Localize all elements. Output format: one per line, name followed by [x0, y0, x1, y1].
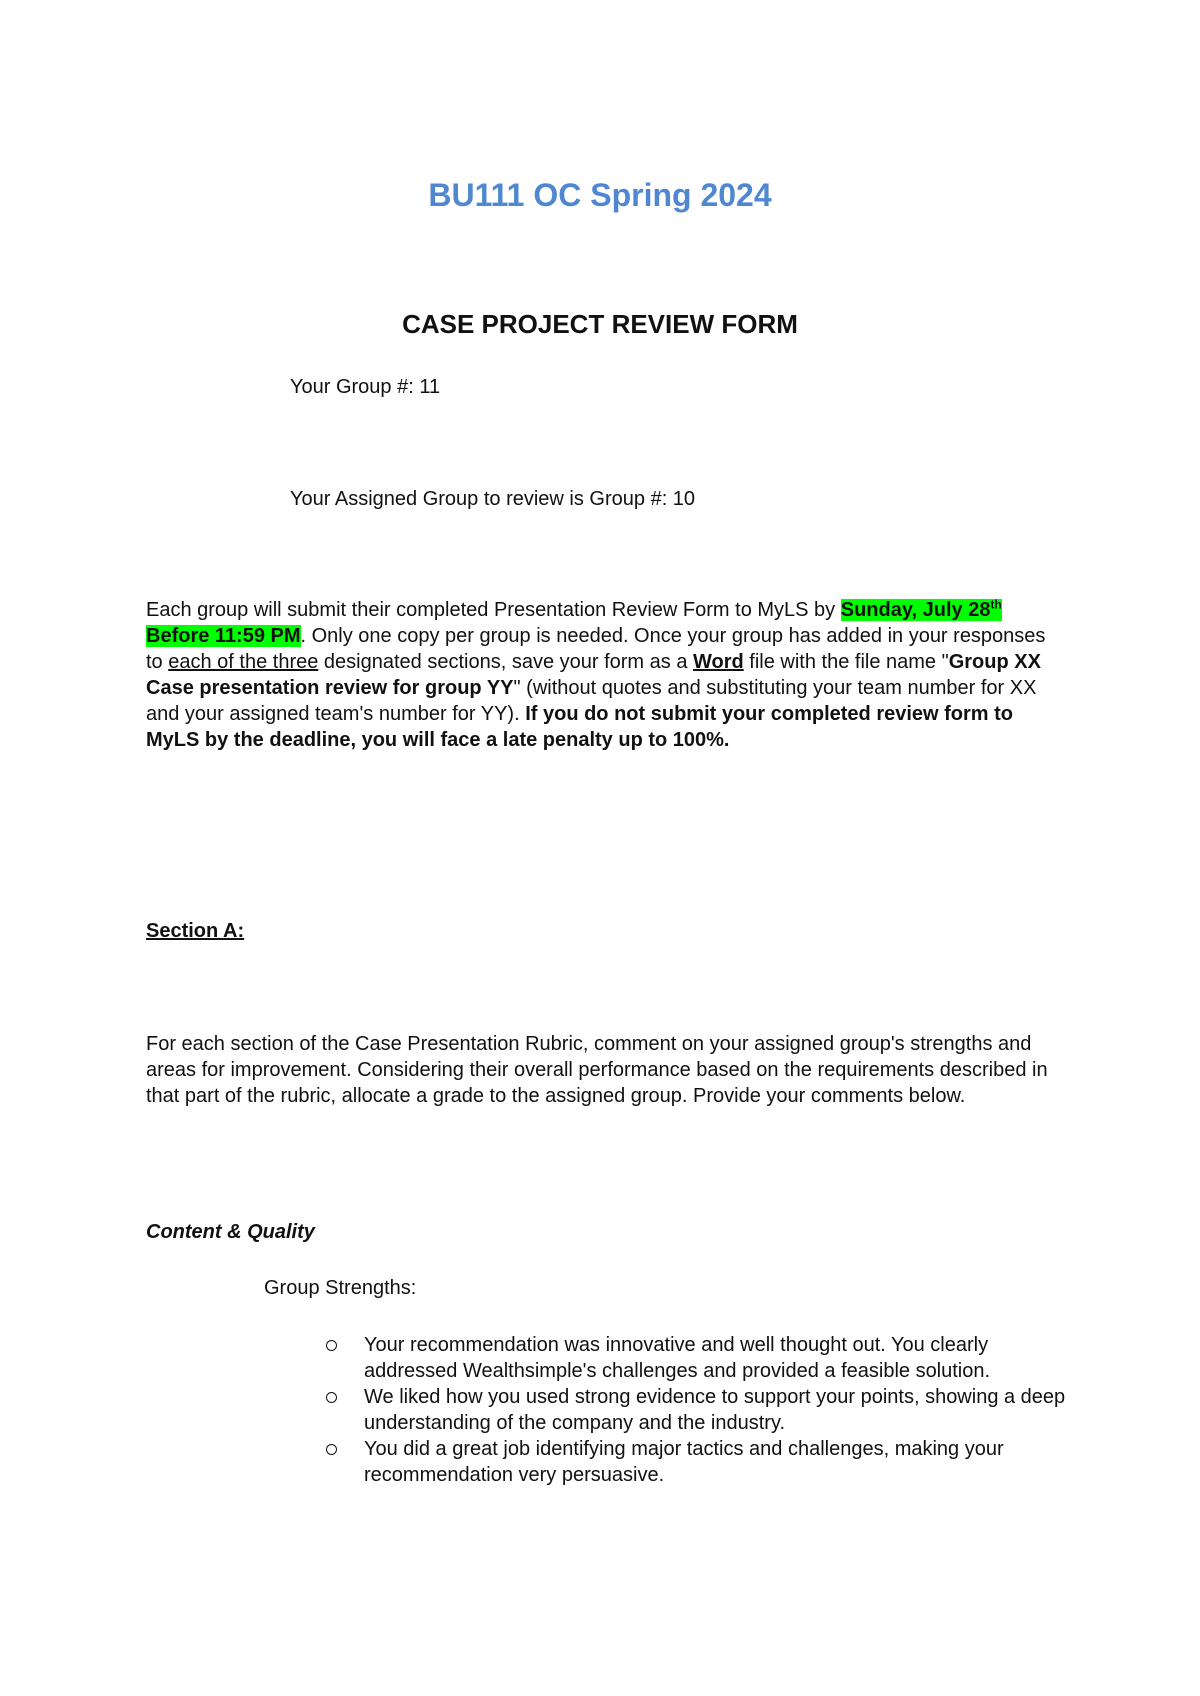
- deadline-time: Before 11:59 PM: [146, 625, 301, 647]
- file-name-format: Group XX Case presentation review for group YY: [146, 651, 1041, 699]
- submission-instructions: [146, 597, 1066, 753]
- section-a-heading: Section A:: [146, 920, 245, 942]
- instructions-text-3: designated sections, save your form as a: [318, 651, 693, 673]
- list-item: [326, 1332, 1066, 1384]
- group-strengths-label: Group Strengths:: [264, 1277, 417, 1299]
- content-quality-heading: Content & Quality: [146, 1221, 315, 1243]
- deadline-ordinal: th: [990, 597, 1002, 612]
- list-item: [326, 1384, 1066, 1436]
- form-title: CASE PROJECT REVIEW FORM: [402, 309, 798, 339]
- strengths-list: [326, 1332, 1066, 1488]
- bullet-circle-icon: [326, 1444, 337, 1455]
- bullet-circle-icon: [326, 1340, 337, 1351]
- late-penalty-warning: If you do not submit your completed review form to MyLS by the deadline, you will face a late penalty up to 100%.: [146, 703, 1014, 751]
- word-format-emphasis: Word: [693, 651, 744, 673]
- strength-text: You did a great job identifying major tactics and challenges, making your recommendation very persuasive.: [364, 1438, 1004, 1486]
- deadline-date: Sunday, July 28: [840, 599, 991, 621]
- course-title: BU111 OC Spring 2024: [428, 177, 772, 213]
- instructions-text-2: . Only one copy per group is needed. Once your group has added in your responses to: [146, 625, 1046, 673]
- strength-text: Your recommendation was innovative and well thought out. You clearly addressed Wealthsimple's challenges and provided a feasible solution.: [364, 1334, 991, 1382]
- assigned-group-number: Your Assigned Group to review is Group #: 10: [290, 488, 696, 510]
- sections-emphasis: each of the three: [168, 651, 319, 673]
- bullet-circle-icon: [326, 1392, 337, 1403]
- section-a-description: For each section of the Case Presentation Rubric, comment on your assigned group's strengths and areas for improvement. Considering their overall performance based on the requirements described in that part of the rubric, allocate a grade to the assigned group. Provide your comments below.: [146, 1033, 1048, 1107]
- instructions-text-4: file with the file name ": [743, 651, 949, 673]
- instructions-text-5: " (without quotes and substituting your team number for XX and your assigned team's number for YY).: [146, 677, 1037, 725]
- list-item: [326, 1436, 1066, 1488]
- instructions-text-1: Each group will submit their completed Presentation Review Form to MyLS by: [146, 599, 841, 621]
- your-group-number: Your Group #: 11: [290, 376, 441, 398]
- strength-text: We liked how you used strong evidence to support your points, showing a deep understanding of the company and the industry.: [364, 1386, 1066, 1434]
